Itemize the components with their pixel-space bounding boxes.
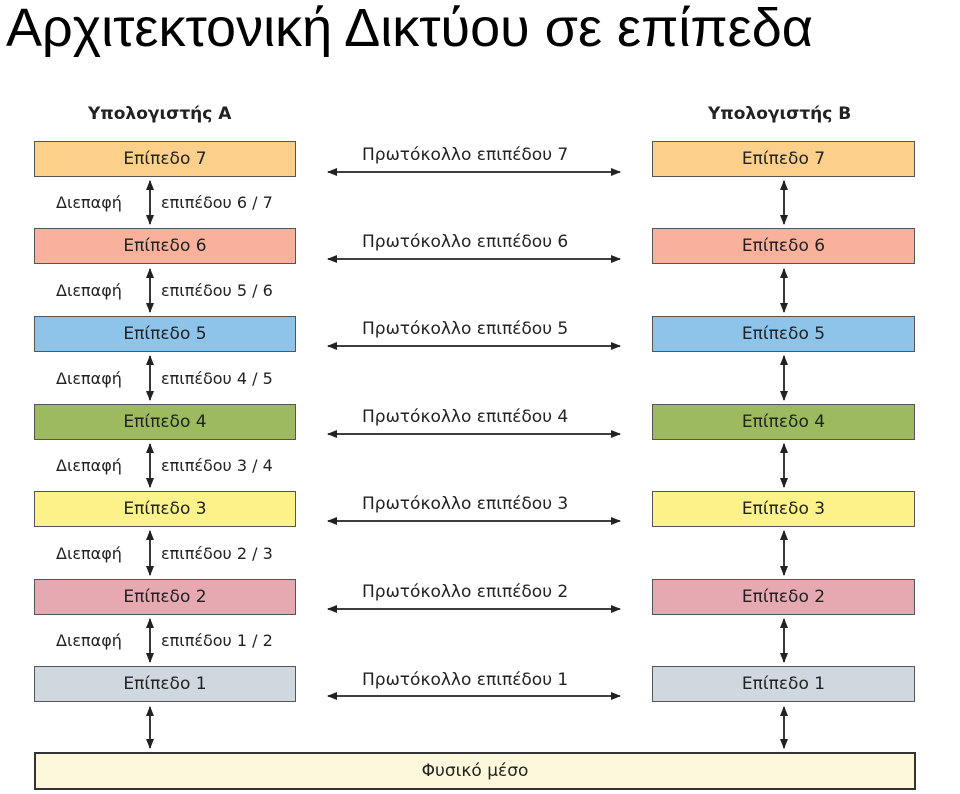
- host-b-label: Υπολογιστής Β: [708, 104, 852, 124]
- interface-label-left: Διεπαφή: [56, 193, 122, 212]
- protocol-label-layer-4: Πρωτόκολλο επιπέδου 4: [362, 407, 569, 427]
- host-b-layer-3: Επίπεδο 3: [652, 491, 915, 527]
- interface-label-right: επιπέδου 1 / 2: [161, 631, 273, 650]
- protocol-label-layer-6: Πρωτόκολλο επιπέδου 6: [362, 232, 569, 252]
- protocol-arrows: [328, 172, 620, 696]
- physical-medium-box: Φυσικό μέσο: [34, 752, 916, 790]
- interface-label-left: Διεπαφή: [56, 369, 122, 388]
- interface-label-right: επιπέδου 3 / 4: [161, 456, 273, 475]
- host-a-layer-5: Επίπεδο 5: [34, 316, 296, 352]
- interface-label-right: επιπέδου 4 / 5: [161, 369, 273, 388]
- interface-label-right: επιπέδου 6 / 7: [161, 193, 273, 212]
- protocol-label-layer-3: Πρωτόκολλο επιπέδου 3: [362, 494, 569, 514]
- host-b-layer-7: Επίπεδο 7: [652, 141, 915, 177]
- host-a-label: Υπολογιστής Α: [88, 104, 232, 124]
- interface-label-left: Διεπαφή: [56, 281, 122, 300]
- host-b-layer-6: Επίπεδο 6: [652, 228, 915, 264]
- host-b-layer-1: Επίπεδο 1: [652, 666, 915, 702]
- host-b-layer-5: Επίπεδο 5: [652, 316, 915, 352]
- host-a-layer-1: Επίπεδο 1: [34, 666, 296, 702]
- host-a-layer-7: Επίπεδο 7: [34, 141, 296, 177]
- host-b-layer-2: Επίπεδο 2: [652, 579, 915, 615]
- host-a-layer-4: Επίπεδο 4: [34, 404, 296, 440]
- interface-label-right: επιπέδου 5 / 6: [161, 281, 273, 300]
- host-a-layer-6: Επίπεδο 6: [34, 228, 296, 264]
- protocol-label-layer-5: Πρωτόκολλο επιπέδου 5: [362, 319, 569, 339]
- interface-label-left: Διεπαφή: [56, 544, 122, 563]
- protocol-label-layer-7: Πρωτόκολλο επιπέδου 7: [362, 145, 569, 165]
- protocol-label-layer-2: Πρωτόκολλο επιπέδου 2: [362, 582, 569, 602]
- protocol-label-layer-1: Πρωτόκολλο επιπέδου 1: [362, 670, 569, 690]
- interface-label-left: Διεπαφή: [56, 456, 122, 475]
- host-b-layer-4: Επίπεδο 4: [652, 404, 915, 440]
- host-a-layer-3: Επίπεδο 3: [34, 491, 296, 527]
- interface-label-left: Διεπαφή: [56, 631, 122, 650]
- host-a-layer-2: Επίπεδο 2: [34, 579, 296, 615]
- slide-title: Αρχιτεκτονική Δικτύου σε επίπεδα: [6, 0, 813, 58]
- interface-label-right: επιπέδου 2 / 3: [161, 544, 273, 563]
